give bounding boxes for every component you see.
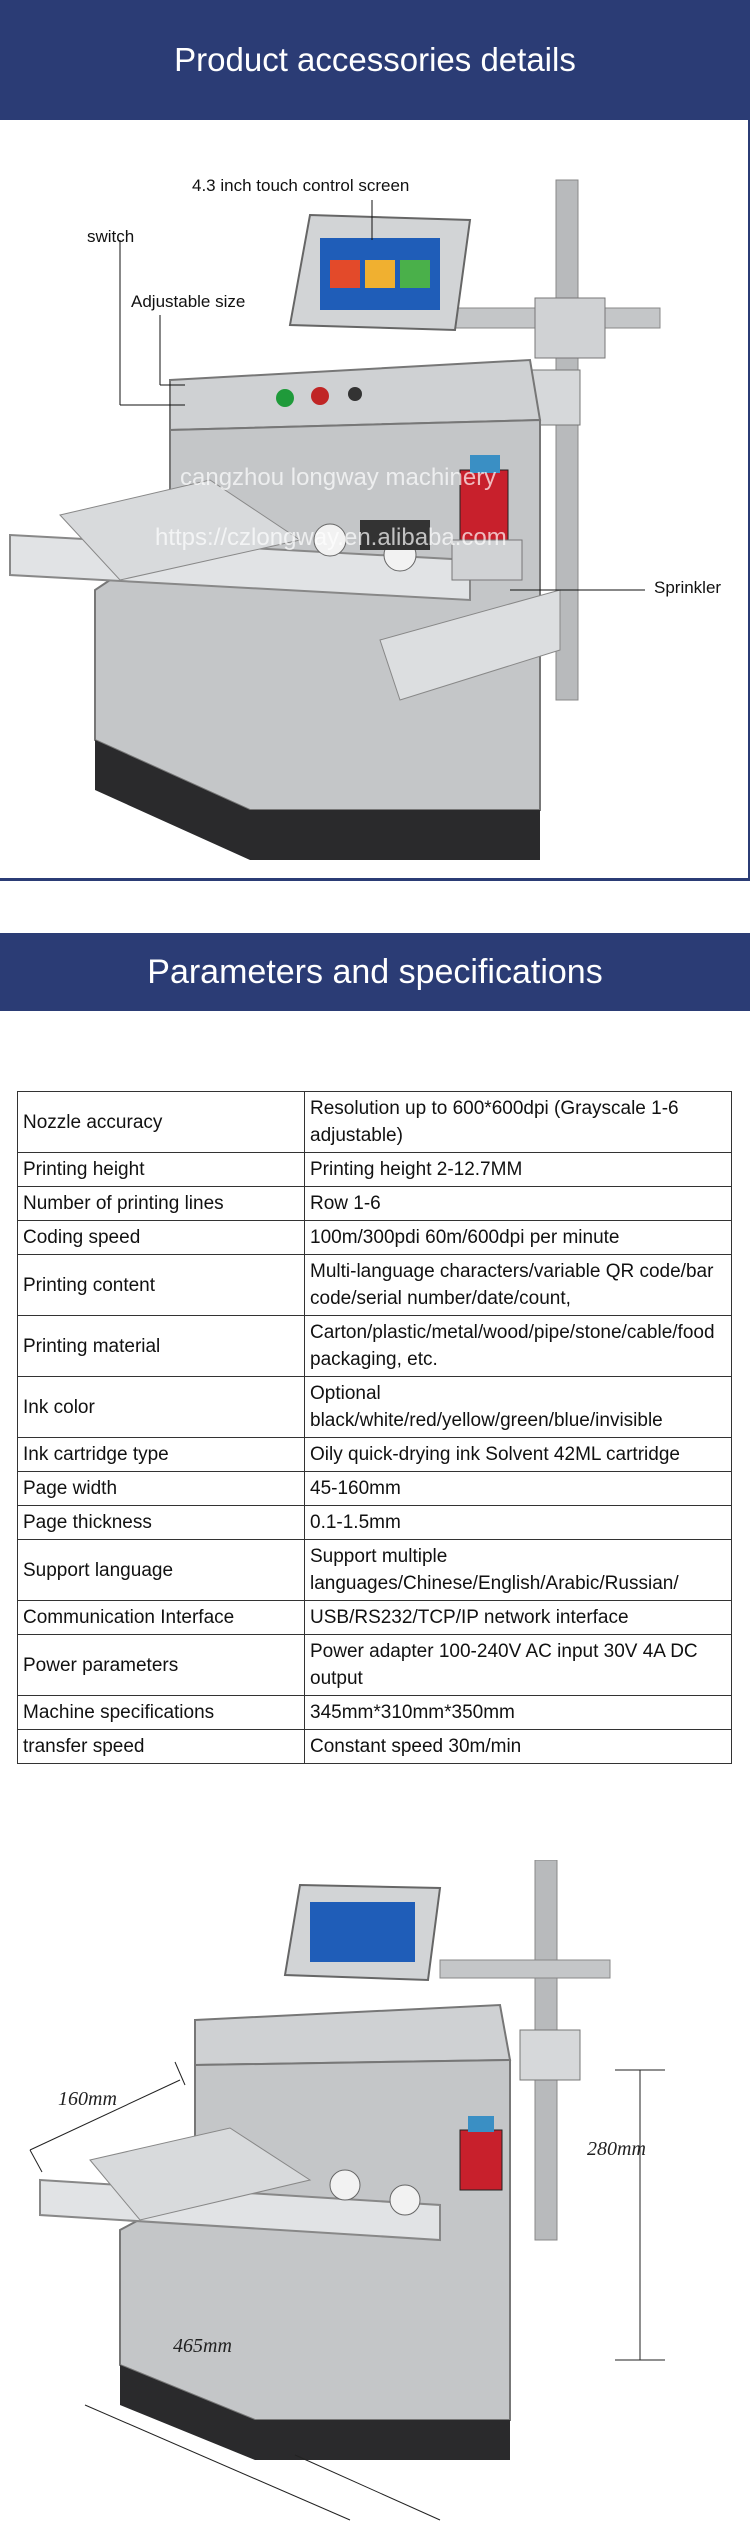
dimension-width: 160mm	[58, 2088, 117, 2110]
knob	[348, 387, 362, 401]
spec-value: Oily quick-drying ink Solvent 42ML cartridge	[305, 1438, 732, 1472]
green-button	[276, 389, 294, 407]
table-row	[18, 1601, 732, 1635]
table-row	[18, 1377, 732, 1438]
spec-label: Support language	[18, 1540, 305, 1601]
callout-screen: 4.3 inch touch control screen	[192, 176, 410, 195]
spec-value: 0.1-1.5mm	[305, 1506, 732, 1540]
spec-label: Printing material	[18, 1316, 305, 1377]
watermark-line-2: https://czlongway.en.alibaba.com	[155, 524, 507, 551]
table-row	[18, 1153, 732, 1187]
table-row	[18, 1316, 732, 1377]
dimension-illustration	[0, 1860, 750, 2543]
specs-title: Parameters and specifications	[147, 952, 603, 991]
product-accessories-photo	[0, 120, 750, 881]
callout-adjustable: Adjustable size	[131, 292, 246, 311]
dimension-length: 465mm	[173, 2335, 232, 2357]
spec-value: Power adapter 100-240V AC input 30V 4A DC output	[305, 1635, 732, 1696]
accessories-title: Product accessories details	[174, 41, 576, 78]
spec-value: Printing height 2-12.7MM	[305, 1153, 732, 1187]
table-row	[18, 1472, 732, 1506]
spec-label: Communication Interface	[18, 1601, 305, 1635]
spec-label: Number of printing lines	[18, 1187, 305, 1221]
spec-label: Printing content	[18, 1255, 305, 1316]
table-row	[18, 1540, 732, 1601]
watermark-line-1: cangzhou longway machinery	[180, 464, 497, 491]
red-button	[311, 387, 329, 405]
spec-label: Page thickness	[18, 1506, 305, 1540]
spec-value: USB/RS232/TCP/IP network interface	[305, 1601, 732, 1635]
spec-value: Resolution up to 600*600dpi (Grayscale 1-6 adjustable)	[305, 1092, 732, 1153]
table-row	[18, 1187, 732, 1221]
spec-label: Page width	[18, 1472, 305, 1506]
spec-value: Carton/plastic/metal/wood/pipe/stone/cable/food packaging, etc.	[305, 1316, 732, 1377]
table-row	[18, 1092, 732, 1153]
table-row	[18, 1730, 732, 1764]
spec-label: Machine specifications	[18, 1696, 305, 1730]
table-row	[18, 1635, 732, 1696]
spec-value: 100m/300pdi 60m/600dpi per minute	[305, 1221, 732, 1255]
spec-label: transfer speed	[18, 1730, 305, 1764]
callout-switch: switch	[87, 227, 135, 246]
table-row	[18, 1221, 732, 1255]
spec-label: Ink color	[18, 1377, 305, 1438]
spec-value: 45-160mm	[305, 1472, 732, 1506]
spec-label: Ink cartridge type	[18, 1438, 305, 1472]
table-row	[18, 1255, 732, 1316]
table-row	[18, 1438, 732, 1472]
spec-value: Support multiple languages/Chinese/English/Arabic/Russian/	[305, 1540, 732, 1601]
table-row	[18, 1506, 732, 1540]
callout-sprinkler: Sprinkler	[654, 578, 722, 597]
spec-value: Optional black/white/red/yellow/green/blue/invisible	[305, 1377, 732, 1438]
accessories-title-banner	[0, 0, 750, 120]
dimension-height: 280mm	[587, 2138, 646, 2160]
specs-table	[17, 1091, 732, 1764]
spec-value: Row 1-6	[305, 1187, 732, 1221]
spec-label: Printing height	[18, 1153, 305, 1187]
spec-label: Coding speed	[18, 1221, 305, 1255]
spec-value: 345mm*310mm*350mm	[305, 1696, 732, 1730]
spec-label: Power parameters	[18, 1635, 305, 1696]
spec-value: Multi-language characters/variable QR code/bar code/serial number/date/count,	[305, 1255, 732, 1316]
table-row	[18, 1696, 732, 1730]
pole-clamp	[535, 298, 605, 358]
dimension-photo	[0, 1860, 750, 2543]
specs-title-banner	[0, 933, 750, 1011]
spec-label: Nozzle accuracy	[18, 1092, 305, 1153]
spec-value: Constant speed 30m/min	[305, 1730, 732, 1764]
